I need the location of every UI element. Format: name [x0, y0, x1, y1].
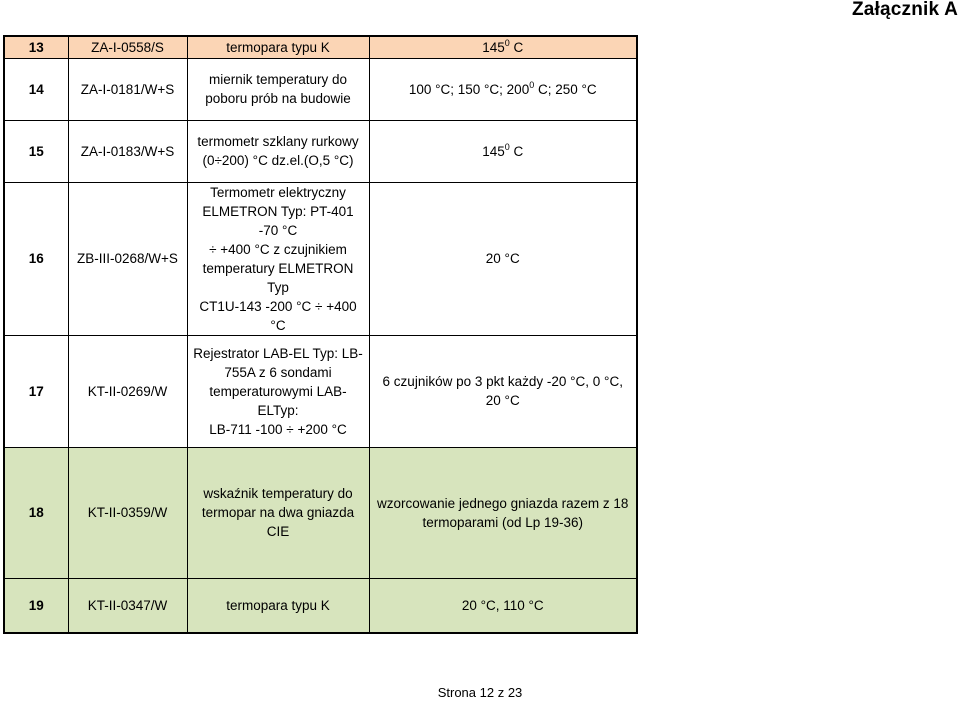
- calibration-points: [369, 578, 637, 633]
- row-number: 18: [4, 447, 68, 578]
- range-superscript: 0: [504, 141, 510, 152]
- row-number: 15: [4, 120, 68, 182]
- description-line: LB-711 -100 ÷ +200 °C: [209, 421, 347, 437]
- calibration-points: [369, 335, 637, 447]
- calibration-points: [369, 182, 637, 335]
- equipment-table: [3, 35, 638, 634]
- description-line: miernik temperatury do: [208, 72, 348, 87]
- description-line: temperatury ELMETRON Typ: [202, 260, 354, 295]
- table-row: [4, 36, 637, 58]
- row-number: 19: [4, 578, 68, 633]
- equipment-code: ZA-I-0183/W+S: [68, 120, 187, 182]
- row-number: 16: [4, 182, 68, 335]
- equipment-description: [187, 335, 369, 447]
- description-line: 755A z 6 sondami: [224, 364, 332, 380]
- range-text: 100 °C; 150 °C; 200: [408, 81, 530, 97]
- page-footer: Strona 12 z 23: [437, 685, 523, 700]
- description-line: temperaturowymi LAB-ELTyp:: [209, 383, 347, 418]
- equipment-code: ZA-I-0558/S: [68, 36, 187, 58]
- description-line: Rejestrator LAB-EL Typ: LB-: [193, 345, 363, 361]
- table-row: [4, 182, 637, 335]
- equipment-code: ZB-III-0268/W+S: [68, 182, 187, 335]
- equipment-description: [187, 447, 369, 578]
- table-row: [4, 578, 637, 633]
- description-line: (0÷200) °C dz.el.(O,5 °C): [202, 153, 354, 168]
- range-text: 20 °C: [485, 251, 520, 266]
- range-text: 6 czujników po 3 pkt każdy -20 °C, 0 °C, 20 °C: [382, 374, 623, 408]
- equipment-description: [187, 182, 369, 335]
- description-line: termometr szklany rurkowy: [197, 134, 359, 149]
- calibration-points: [369, 447, 637, 578]
- description-line: Termometr elektryczny: [210, 184, 346, 200]
- description-line: termopara typu K: [226, 597, 330, 613]
- row-number: 17: [4, 335, 68, 447]
- range-text: 145: [482, 39, 505, 55]
- table-row: [4, 58, 637, 120]
- range-text: termoparami (od Lp 19-36): [422, 514, 584, 530]
- description-line: termopara typu K: [226, 39, 330, 55]
- description-line: poboru prób na budowie: [205, 91, 351, 106]
- annex-title: Załącznik A: [851, 0, 958, 20]
- description-line: CT1U-143 -200 °C ÷ +400 °C: [199, 298, 357, 333]
- equipment-code: KT-II-0359/W: [68, 447, 187, 578]
- calibration-points: [369, 58, 637, 120]
- description-line: ÷ +400 °C z czujnikiem: [209, 241, 347, 257]
- range-superscript: 0: [504, 37, 510, 48]
- table-row: [4, 120, 637, 182]
- calibration-points: [369, 120, 637, 182]
- range-text: wzorcowanie jednego gniazda razem z 18: [377, 495, 629, 511]
- table-row: [4, 335, 637, 447]
- row-number: 14: [4, 58, 68, 120]
- equipment-description: [187, 58, 369, 120]
- range-text: 20 °C, 110 °C: [461, 597, 544, 613]
- table-row: [4, 447, 637, 578]
- description-line: ELMETRON Typ: PT-401 -70 °C: [202, 203, 354, 238]
- equipment-code: KT-II-0347/W: [68, 578, 187, 633]
- range-text: 145: [482, 143, 505, 159]
- calibration-points: [369, 36, 637, 58]
- range-unit: C: [509, 39, 524, 55]
- equipment-code: KT-II-0269/W: [68, 335, 187, 447]
- equipment-code: ZA-I-0181/W+S: [68, 58, 187, 120]
- row-number: 13: [4, 36, 68, 58]
- equipment-description: [187, 578, 369, 633]
- range-unit: C: [509, 143, 524, 159]
- range-superscript: 0: [529, 79, 535, 90]
- description-line: wskaźnik temperatury do: [203, 486, 353, 501]
- equipment-description: [187, 36, 369, 58]
- equipment-description: [187, 120, 369, 182]
- range-unit: C; 250 °C: [534, 81, 597, 97]
- description-line: termopar na dwa gniazda CIE: [201, 505, 355, 539]
